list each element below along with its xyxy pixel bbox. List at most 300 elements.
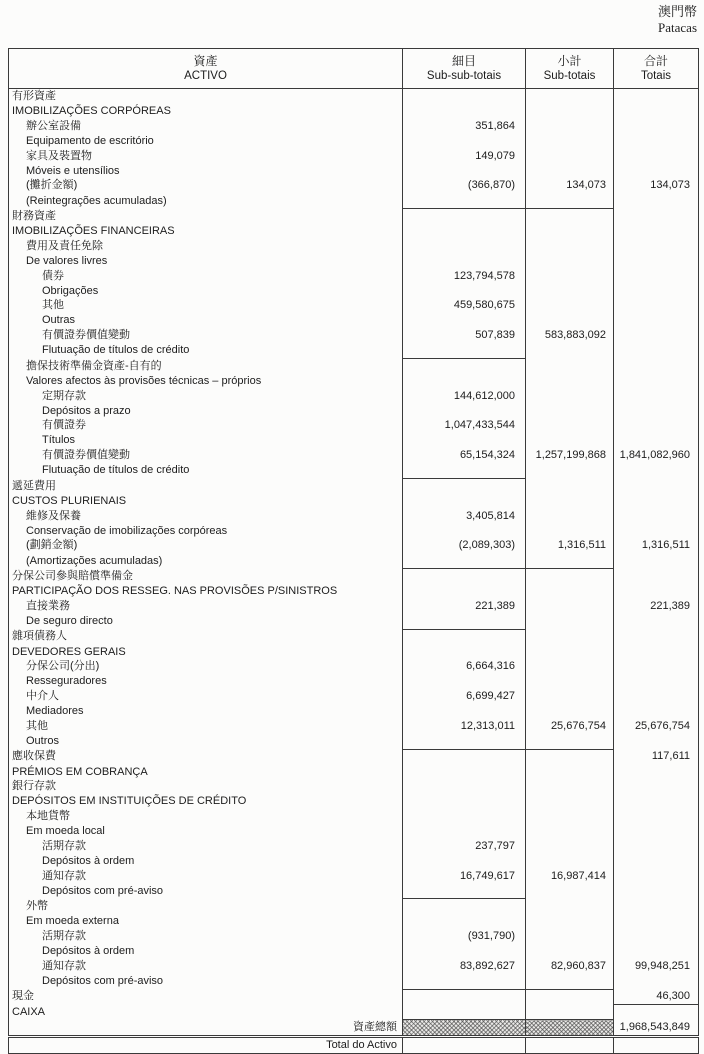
table-header-row: [9, 49, 699, 89]
table-row: [9, 629, 699, 644]
sub-total-cell: [526, 779, 614, 794]
sub-sub-total-cell: 237,797: [403, 839, 526, 854]
table-row: [9, 674, 699, 689]
table-row: [9, 944, 699, 959]
row-label: 維修及保養: [9, 509, 403, 524]
column-header-totals: 合計 Totais: [614, 49, 699, 89]
total-cell: [614, 659, 699, 674]
sub-sub-total-cell: [403, 494, 526, 509]
row-label: (劃銷金額): [9, 538, 403, 553]
sub-sub-total-cell: [403, 403, 526, 418]
sub-total-cell: [526, 418, 614, 433]
sub-total-cell: [526, 883, 614, 898]
row-label: 有形資產: [9, 89, 403, 104]
total-cell: [614, 463, 699, 478]
table-row: [9, 854, 699, 869]
sub-sub-total-cell: 459,580,675: [403, 298, 526, 313]
total-cell: [614, 914, 699, 929]
total-cell: [614, 149, 699, 164]
row-label: IMOBILIZAÇÕES FINANCEIRAS: [9, 224, 403, 239]
total-cell: [614, 523, 699, 538]
sub-sub-total-cell: 351,864: [403, 119, 526, 134]
table-row: [9, 974, 699, 989]
table-row: [9, 403, 699, 418]
table-row: [9, 959, 699, 974]
sub-sub-total-cell: [403, 704, 526, 719]
sub-sub-total-cell: [403, 809, 526, 824]
sub-total-cell: [526, 104, 614, 119]
table-row: [9, 899, 699, 914]
sub-sub-total-cell: (931,790): [403, 929, 526, 944]
sub-sub-total-cell: [403, 1004, 526, 1019]
total-cell: [614, 824, 699, 839]
currency-block: [658, 4, 697, 36]
sub-total-cell: [526, 854, 614, 869]
total-cell: [614, 374, 699, 389]
sub-total-cell: [526, 224, 614, 239]
total-cell: [614, 209, 699, 224]
total-cell: [614, 389, 699, 404]
table-row: [9, 614, 699, 629]
sub-total-cell: [526, 734, 614, 749]
sub-sub-total-cell: [403, 1037, 526, 1054]
row-label: 家具及裝置物: [9, 149, 403, 164]
sub-total-cell: [526, 463, 614, 478]
sub-total-cell: [526, 343, 614, 358]
sub-sub-total-cell: [403, 343, 526, 358]
table-row: [9, 224, 699, 239]
row-label: De valores livres: [9, 254, 403, 269]
total-cell: [614, 509, 699, 524]
sub-sub-total-cell: [403, 254, 526, 269]
sub-sub-total-cell: 3,405,814: [403, 509, 526, 524]
sub-total-cell: 82,960,837: [526, 959, 614, 974]
total-cell: [614, 899, 699, 914]
row-label: Depósitos com pré-aviso: [9, 883, 403, 898]
total-cell: [614, 944, 699, 959]
sub-total-cell: [526, 494, 614, 509]
table-row: [9, 358, 699, 373]
row-label: 應收保費: [9, 749, 403, 764]
row-label: 費用及責任免除: [9, 239, 403, 254]
row-label: 直接業務: [9, 599, 403, 614]
sub-total-cell: [526, 704, 614, 719]
sub-sub-total-cell: 65,154,324: [403, 448, 526, 463]
row-label: Em moeda local: [9, 824, 403, 839]
table-row: [9, 764, 699, 779]
sub-total-cell: [526, 794, 614, 809]
row-label: Depósitos a prazo: [9, 403, 403, 418]
sub-sub-total-cell: [403, 734, 526, 749]
table-row: [9, 163, 699, 178]
row-label: 遞延費用: [9, 478, 403, 493]
row-label: 銀行存款: [9, 779, 403, 794]
sub-sub-total-cell: [403, 313, 526, 328]
sub-total-cell: [526, 689, 614, 704]
sub-total-cell: [526, 644, 614, 659]
table-row: [9, 283, 699, 298]
sub-sub-total-cell: 123,794,578: [403, 269, 526, 284]
sub-sub-total-cell: 83,892,627: [403, 959, 526, 974]
row-label: Outras: [9, 313, 403, 328]
table-row: [9, 374, 699, 389]
sub-sub-total-cell: [403, 824, 526, 839]
row-label: Em moeda externa: [9, 914, 403, 929]
total-cell: [614, 283, 699, 298]
row-label: 雜項債務人: [9, 629, 403, 644]
sub-total-cell: 583,883,092: [526, 328, 614, 343]
sub-total-cell: [526, 433, 614, 448]
sub-total-cell: [526, 374, 614, 389]
sub-total-cell: 25,676,754: [526, 719, 614, 734]
sub-total-cell: [526, 674, 614, 689]
total-cell: [614, 494, 699, 509]
sub-total-cell: [526, 134, 614, 149]
sub-total-cell: [526, 749, 614, 764]
sub-total-cell: [526, 1004, 614, 1019]
sub-total-cell: [526, 389, 614, 404]
table-row: [9, 478, 699, 493]
row-label: 資產總額: [9, 1020, 403, 1037]
row-label: 辦公室設備: [9, 119, 403, 134]
sub-total-cell: [526, 839, 614, 854]
sub-total-cell: [526, 914, 614, 929]
total-cell: [614, 433, 699, 448]
sub-sub-total-cell: [403, 974, 526, 989]
sub-total-cell: [526, 298, 614, 313]
sub-total-cell: [526, 974, 614, 989]
table-row: [9, 523, 699, 538]
sub-total-cell: [526, 809, 614, 824]
total-cell: 117,611: [614, 749, 699, 764]
sub-sub-total-cell: [403, 674, 526, 689]
sub-total-cell: [526, 313, 614, 328]
sub-sub-total-cell: [403, 944, 526, 959]
row-label: Resseguradores: [9, 674, 403, 689]
row-label: 有價證券: [9, 418, 403, 433]
row-label: CUSTOS PLURIENAIS: [9, 494, 403, 509]
row-label: 分保公司參與賠償準備金: [9, 569, 403, 584]
row-label: 財務資產: [9, 209, 403, 224]
table-row: [9, 689, 699, 704]
sub-total-cell: [526, 193, 614, 208]
sub-sub-total-cell: 16,749,617: [403, 869, 526, 884]
row-label: (Reintegrações acumuladas): [9, 193, 403, 208]
table-row: [9, 749, 699, 764]
table-row: [9, 599, 699, 614]
sub-sub-total-cell: [403, 374, 526, 389]
row-label: 通知存款: [9, 959, 403, 974]
table-row: [9, 328, 699, 343]
table-row: [9, 659, 699, 674]
total-cell: [614, 343, 699, 358]
total-cell: [614, 839, 699, 854]
total-cell: [614, 298, 699, 313]
row-label: 其他: [9, 298, 403, 313]
sub-total-cell: [526, 358, 614, 373]
table-row: [9, 569, 699, 584]
sub-total-cell: [526, 119, 614, 134]
row-label: 活期存款: [9, 839, 403, 854]
sub-sub-total-cell: [403, 358, 526, 373]
sub-total-cell: [526, 509, 614, 524]
sub-sub-total-cell: [403, 104, 526, 119]
row-label: Flutuação de títulos de crédito: [9, 463, 403, 478]
row-label: Conservação de imobilizações corpóreas: [9, 523, 403, 538]
sub-sub-total-cell: [403, 569, 526, 584]
currency-label-pt: Patacas: [658, 20, 697, 35]
sub-sub-total-cell: [403, 989, 526, 1004]
sub-sub-total-cell: (366,870): [403, 178, 526, 193]
table-row: [9, 734, 699, 749]
table-row: [9, 719, 699, 734]
sub-sub-total-cell: [403, 163, 526, 178]
column-header-activo: 資產 ACTIVO: [9, 49, 403, 89]
sub-total-cell: [526, 209, 614, 224]
table-row: [9, 104, 699, 119]
sub-total-cell: [526, 899, 614, 914]
total-cell: [614, 674, 699, 689]
sub-total-cell: [526, 659, 614, 674]
total-cell: 134,073: [614, 178, 699, 193]
total-cell: [614, 644, 699, 659]
row-label: 活期存款: [9, 929, 403, 944]
total-cell: [614, 224, 699, 239]
total-cell: [614, 629, 699, 644]
sub-total-cell: 1,257,199,868: [526, 448, 614, 463]
row-label: 債券: [9, 269, 403, 284]
total-cell: [614, 883, 699, 898]
row-label: (攤折金額): [9, 178, 403, 193]
row-label: Depósitos à ordem: [9, 944, 403, 959]
table-row: [9, 149, 699, 164]
sub-sub-total-cell: [403, 463, 526, 478]
table-row: [9, 839, 699, 854]
row-label: 有價證券價值變動: [9, 448, 403, 463]
total-cell: [614, 614, 699, 629]
total-cell: [614, 328, 699, 343]
row-label: DEPÓSITOS EM INSTITUIÇÕES DE CRÉDITO: [9, 794, 403, 809]
total-cell: [614, 478, 699, 493]
row-label: 有價證券價值變動: [9, 328, 403, 343]
sub-sub-total-cell: [403, 779, 526, 794]
table-row: [9, 389, 699, 404]
sub-sub-total-cell: [403, 478, 526, 493]
table-row: [9, 448, 699, 463]
sub-sub-total-cell: (2,089,303): [403, 538, 526, 553]
sub-sub-total-cell: 6,699,427: [403, 689, 526, 704]
row-label: Mediadores: [9, 704, 403, 719]
total-cell: 25,676,754: [614, 719, 699, 734]
total-cell: [614, 704, 699, 719]
row-label: Títulos: [9, 433, 403, 448]
table-row: [9, 809, 699, 824]
sub-sub-total-cell: [403, 883, 526, 898]
sub-sub-total-cell: 6,664,316: [403, 659, 526, 674]
total-cell: [614, 929, 699, 944]
sub-sub-total-cell: [403, 553, 526, 568]
row-label: IMOBILIZAÇÕES CORPÓREAS: [9, 104, 403, 119]
total-cell: [614, 254, 699, 269]
sub-total-cell: [526, 929, 614, 944]
table-row: [9, 463, 699, 478]
hatched-cell: [526, 1020, 614, 1037]
sub-sub-total-cell: [403, 239, 526, 254]
table-row: [9, 883, 699, 898]
table-row: [9, 254, 699, 269]
column-header-sub-sub-totals: 細目 Sub-sub-totais: [403, 49, 526, 89]
table-row: [9, 209, 699, 224]
total-cell: [614, 1037, 699, 1054]
sub-sub-total-cell: 144,612,000: [403, 389, 526, 404]
total-cell: [614, 569, 699, 584]
total-cell: [614, 553, 699, 568]
row-label: Obrigações: [9, 283, 403, 298]
row-label: Depósitos com pré-aviso: [9, 974, 403, 989]
sub-total-cell: [526, 599, 614, 614]
table-row: [9, 313, 699, 328]
table-row: [9, 989, 699, 1004]
total-cell: [614, 809, 699, 824]
sub-total-cell: [526, 824, 614, 839]
total-cell: [614, 734, 699, 749]
row-label: Equipamento de escritório: [9, 134, 403, 149]
table-row: [9, 929, 699, 944]
sub-total-cell: [526, 403, 614, 418]
total-cell: 46,300: [614, 989, 699, 1004]
row-label: (Amortizações acumuladas): [9, 553, 403, 568]
balance-sheet-table: [8, 48, 699, 1054]
total-cell: [614, 418, 699, 433]
table-row: [9, 418, 699, 433]
sub-sub-total-cell: [403, 523, 526, 538]
table-row: [9, 119, 699, 134]
sub-sub-total-cell: [403, 764, 526, 779]
total-cell: [614, 403, 699, 418]
row-label: Flutuação de títulos de crédito: [9, 343, 403, 358]
total-cell: 1,968,543,849: [614, 1020, 699, 1037]
total-cell: [614, 854, 699, 869]
sub-total-cell: [526, 478, 614, 493]
column-header-sub-totals: 小計 Sub-totais: [526, 49, 614, 89]
sub-total-cell: 16,987,414: [526, 869, 614, 884]
table-row: [9, 239, 699, 254]
table-row: [9, 298, 699, 313]
total-cell: [614, 313, 699, 328]
total-cell: [614, 1004, 699, 1019]
table-row: [9, 193, 699, 208]
row-label: 外幣: [9, 899, 403, 914]
row-label: Depósitos à ordem: [9, 854, 403, 869]
total-cell: [614, 119, 699, 134]
sub-sub-total-cell: [403, 899, 526, 914]
sub-sub-total-cell: [403, 584, 526, 599]
sub-sub-total-cell: [403, 794, 526, 809]
sub-total-cell: [526, 629, 614, 644]
total-cell: [614, 89, 699, 104]
sub-sub-total-cell: [403, 614, 526, 629]
sub-total-cell: [526, 254, 614, 269]
row-label: De seguro directo: [9, 614, 403, 629]
sub-total-cell: [526, 553, 614, 568]
total-cell: [614, 134, 699, 149]
asset-table-body: [9, 89, 699, 1054]
sub-total-cell: [526, 944, 614, 959]
table-row: [9, 584, 699, 599]
table-row: [9, 343, 699, 358]
total-cell: [614, 269, 699, 284]
total-cell: 221,389: [614, 599, 699, 614]
row-label: 擔保技術準備金資產-自有的: [9, 358, 403, 373]
total-cell: [614, 193, 699, 208]
table-row: [9, 644, 699, 659]
sub-sub-total-cell: 507,839: [403, 328, 526, 343]
row-label: Outros: [9, 734, 403, 749]
sub-total-cell: [526, 89, 614, 104]
sub-total-cell: [526, 989, 614, 1004]
table-row: [9, 1004, 699, 1019]
sub-total-cell: 134,073: [526, 178, 614, 193]
sub-sub-total-cell: [403, 644, 526, 659]
sub-total-cell: [526, 283, 614, 298]
table-row: [9, 824, 699, 839]
sub-total-cell: [526, 149, 614, 164]
sub-total-cell: [526, 764, 614, 779]
table-row: [9, 538, 699, 553]
table-row: [9, 1020, 699, 1037]
table-row: [9, 269, 699, 284]
table-row: [9, 553, 699, 568]
sub-total-cell: [526, 239, 614, 254]
total-cell: [614, 689, 699, 704]
table-row: [9, 89, 699, 104]
total-cell: 1,316,511: [614, 538, 699, 553]
row-label: 其他: [9, 719, 403, 734]
sub-sub-total-cell: [403, 854, 526, 869]
sub-sub-total-cell: [403, 193, 526, 208]
sub-total-cell: [526, 614, 614, 629]
sub-total-cell: [526, 584, 614, 599]
sub-total-cell: [526, 523, 614, 538]
table-row: [9, 509, 699, 524]
row-label: Valores afectos às provisões técnicas – próprios: [9, 374, 403, 389]
balance-sheet: [8, 48, 698, 1054]
row-label: 定期存款: [9, 389, 403, 404]
row-label: PARTICIPAÇÃO DOS RESSEG. NAS PROVISÕES P/SINISTROS: [9, 584, 403, 599]
sub-sub-total-cell: [403, 134, 526, 149]
sub-sub-total-cell: [403, 629, 526, 644]
table-row: [9, 704, 699, 719]
sub-sub-total-cell: 1,047,433,544: [403, 418, 526, 433]
total-cell: [614, 358, 699, 373]
total-cell: [614, 794, 699, 809]
sub-total-cell: [526, 1037, 614, 1054]
sub-sub-total-cell: [403, 433, 526, 448]
row-label: 本地貨幣: [9, 809, 403, 824]
total-cell: [614, 239, 699, 254]
row-label: Móveis e utensílios: [9, 163, 403, 178]
row-label: PRÉMIOS EM COBRANÇA: [9, 764, 403, 779]
sub-sub-total-cell: [403, 89, 526, 104]
total-cell: [614, 764, 699, 779]
currency-label-zh: 澳門幣: [657, 4, 697, 19]
sub-sub-total-cell: 221,389: [403, 599, 526, 614]
total-cell: [614, 974, 699, 989]
table-row: [9, 779, 699, 794]
total-cell: 1,841,082,960: [614, 448, 699, 463]
row-label: 分保公司(分出): [9, 659, 403, 674]
total-cell: [614, 869, 699, 884]
